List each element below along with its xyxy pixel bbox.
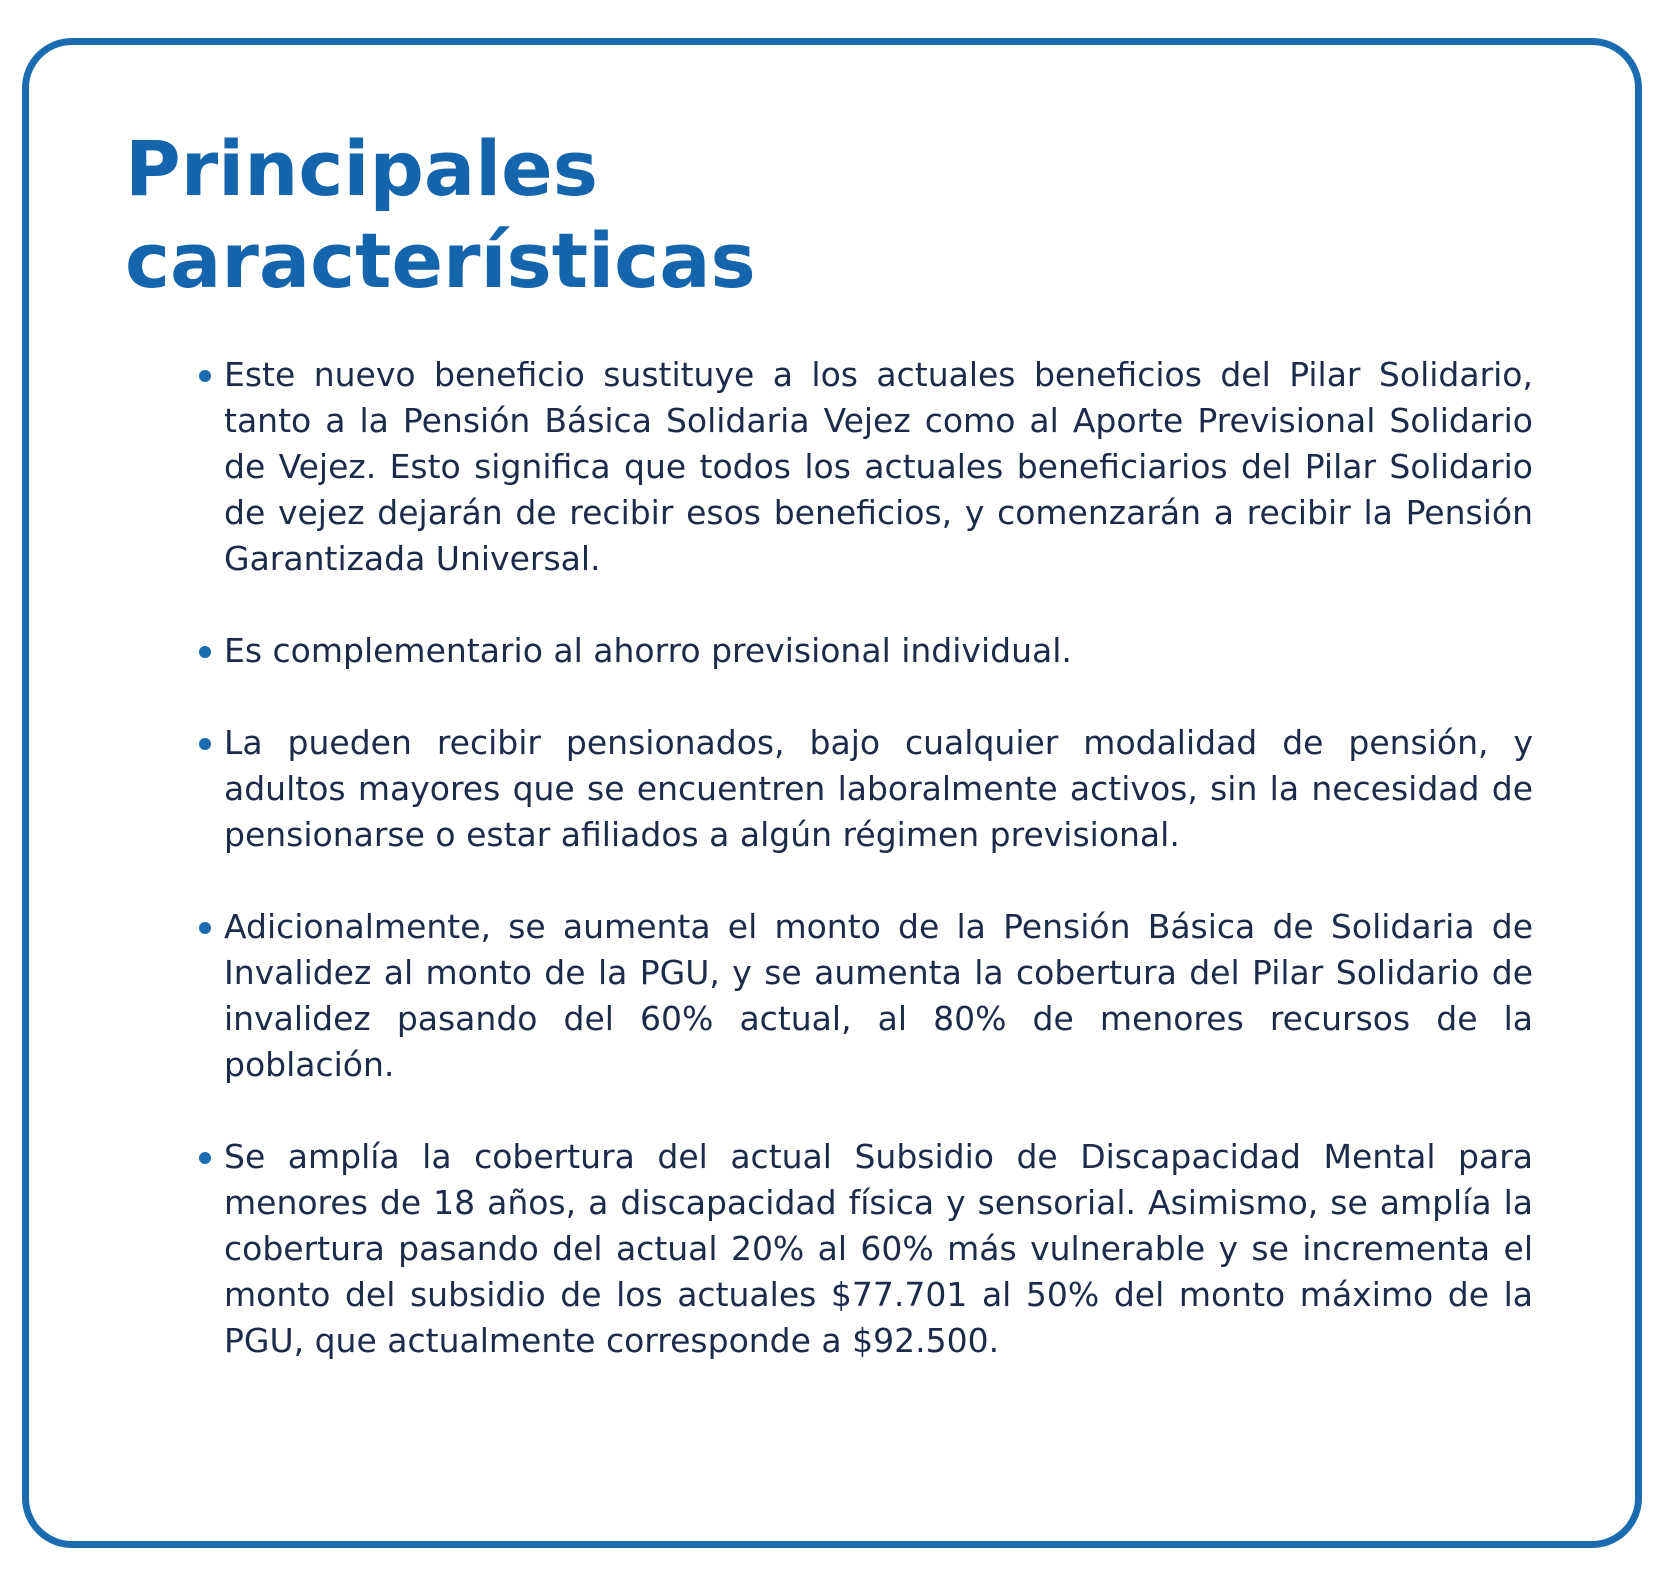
bullet-dot-icon — [199, 738, 211, 750]
bullet-dot-icon — [199, 646, 211, 658]
list-item — [199, 904, 1533, 1088]
page-title — [125, 123, 756, 307]
features-card — [22, 38, 1642, 1548]
bullet-dot-icon — [199, 1152, 211, 1164]
bullet-dot-icon — [199, 370, 211, 382]
title-line-2: características — [125, 216, 756, 305]
list-item — [199, 628, 1533, 674]
list-item — [199, 720, 1533, 858]
features-list — [199, 352, 1533, 1410]
bullet-dot-icon — [199, 922, 211, 934]
list-item-text: Adicionalmente, se aumenta el monto de la Pensión Básica de Solidaria de Invalidez al monto de la PGU, y se aumenta la cobertura del Pilar Solidario de invalidez pasando del 60% actual, al 80% de menores recursos de la población. — [224, 907, 1533, 1084]
list-item-text: Este nuevo beneficio sustituye a los actuales beneficios del Pilar Solidario, tanto a la Pensión Básica Solidaria Vejez como al Aporte Previsional Solidario de Vejez. Esto significa que todos los actuales beneficiarios del Pilar Solidario de vejez dejarán de recibir esos beneficios, y comenzarán a recibir la Pensión Garantizada Universal. — [224, 355, 1533, 578]
list-item-text: Se amplía la cobertura del actual Subsidio de Discapacidad Mental para menores de 18 años, a discapacidad física y sensorial. Asimismo, se amplía la cobertura pasando del actual 20% al 60% más vulnerable y se incrementa el monto del subsidio de los actuales $77.701 al 50% del monto máximo de la PGU, que actualmente corresponde a $92.500. — [224, 1137, 1533, 1360]
list-item — [199, 352, 1533, 582]
list-item-text: Es complementario al ahorro previsional individual. — [224, 631, 1072, 670]
title-line-1: Principales — [125, 124, 598, 213]
list-item — [199, 1134, 1533, 1364]
list-item-text: La pueden recibir pensionados, bajo cualquier modalidad de pensión, y adultos mayores que se encuentren laboralmente activos, sin la necesidad de pensionarse o estar afiliados a algún régimen previsional. — [224, 723, 1533, 854]
